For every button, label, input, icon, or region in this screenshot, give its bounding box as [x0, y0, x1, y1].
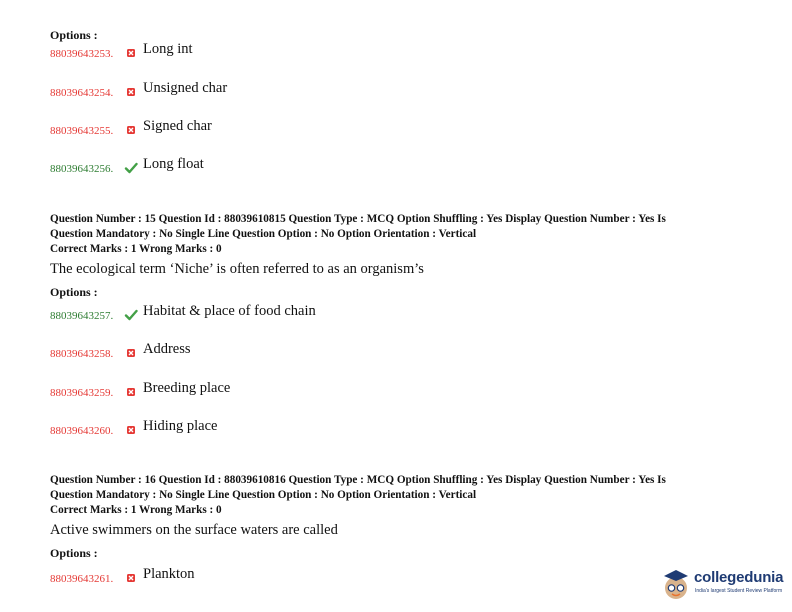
- option-id: 88039643254.: [50, 87, 114, 99]
- cross-icon: [124, 346, 138, 360]
- option-text: Signed char: [143, 117, 212, 134]
- collegedunia-logo: [660, 566, 788, 606]
- question-header: [50, 212, 750, 257]
- option-text: Long float: [143, 155, 204, 172]
- question-meta-line: Question Number : 15 Question Id : 88039610815 Question Type : MCQ Option Shuffling : Yes Display Question Number : Yes Is: [50, 213, 666, 225]
- options-label: Options :: [50, 546, 98, 560]
- question-marks: Correct Marks : 1 Wrong Marks : 0: [50, 243, 222, 255]
- options-label: Options :: [50, 285, 98, 299]
- option-text: Address: [143, 340, 191, 357]
- option-text: Long int: [143, 40, 193, 57]
- option-id: 88039643256.: [50, 163, 114, 175]
- option-id: 88039643261.: [50, 573, 114, 585]
- check-icon: [124, 161, 138, 175]
- option-row: [50, 302, 316, 326]
- question-meta-line: Question Mandatory : No Single Line Question Option : No Option Orientation : Vertical: [50, 228, 477, 240]
- option-id: 88039643260.: [50, 425, 114, 437]
- option-row: [50, 155, 204, 179]
- cross-icon: [124, 85, 138, 99]
- logo-wordmark: collegedunia: [694, 569, 784, 586]
- check-icon: [124, 308, 138, 322]
- question-text: The ecological term ‘Niche’ is often referred to as an organism’s: [50, 261, 424, 277]
- cross-icon: [124, 46, 138, 60]
- option-row: [50, 117, 212, 141]
- cross-icon: [124, 123, 138, 137]
- option-text: Breeding place: [143, 379, 231, 396]
- cross-icon: [124, 385, 138, 399]
- option-id: 88039643255.: [50, 125, 114, 137]
- option-id: 88039643257.: [50, 310, 114, 322]
- option-text: Unsigned char: [143, 79, 228, 96]
- option-text: Habitat & place of food chain: [143, 302, 316, 319]
- cross-icon: [124, 423, 138, 437]
- option-id: 88039643259.: [50, 387, 114, 399]
- mascot-icon: [660, 566, 692, 604]
- option-id: 88039643258.: [50, 348, 114, 360]
- question-text: Active swimmers on the surface waters are called: [50, 522, 338, 538]
- option-id: 88039643253.: [50, 48, 114, 60]
- option-text: Plankton: [143, 565, 195, 582]
- option-row: [50, 379, 231, 403]
- question-marks: Correct Marks : 1 Wrong Marks : 0: [50, 504, 222, 516]
- question-header: [50, 473, 750, 518]
- option-row: [50, 79, 228, 103]
- option-row: [50, 40, 193, 64]
- logo-tagline: India's largest Student Review Platform: [695, 588, 783, 594]
- option-row: [50, 340, 191, 364]
- option-row: [50, 417, 218, 441]
- question-meta-line: Question Mandatory : No Single Line Question Option : No Option Orientation : Vertical: [50, 489, 477, 501]
- option-text: Hiding place: [143, 417, 218, 434]
- option-row: [50, 565, 195, 589]
- cross-icon: [124, 571, 138, 585]
- question-meta-line: Question Number : 16 Question Id : 88039610816 Question Type : MCQ Option Shuffling : Yes Display Question Number : Yes Is: [50, 474, 666, 486]
- options-label: Options :: [50, 28, 98, 42]
